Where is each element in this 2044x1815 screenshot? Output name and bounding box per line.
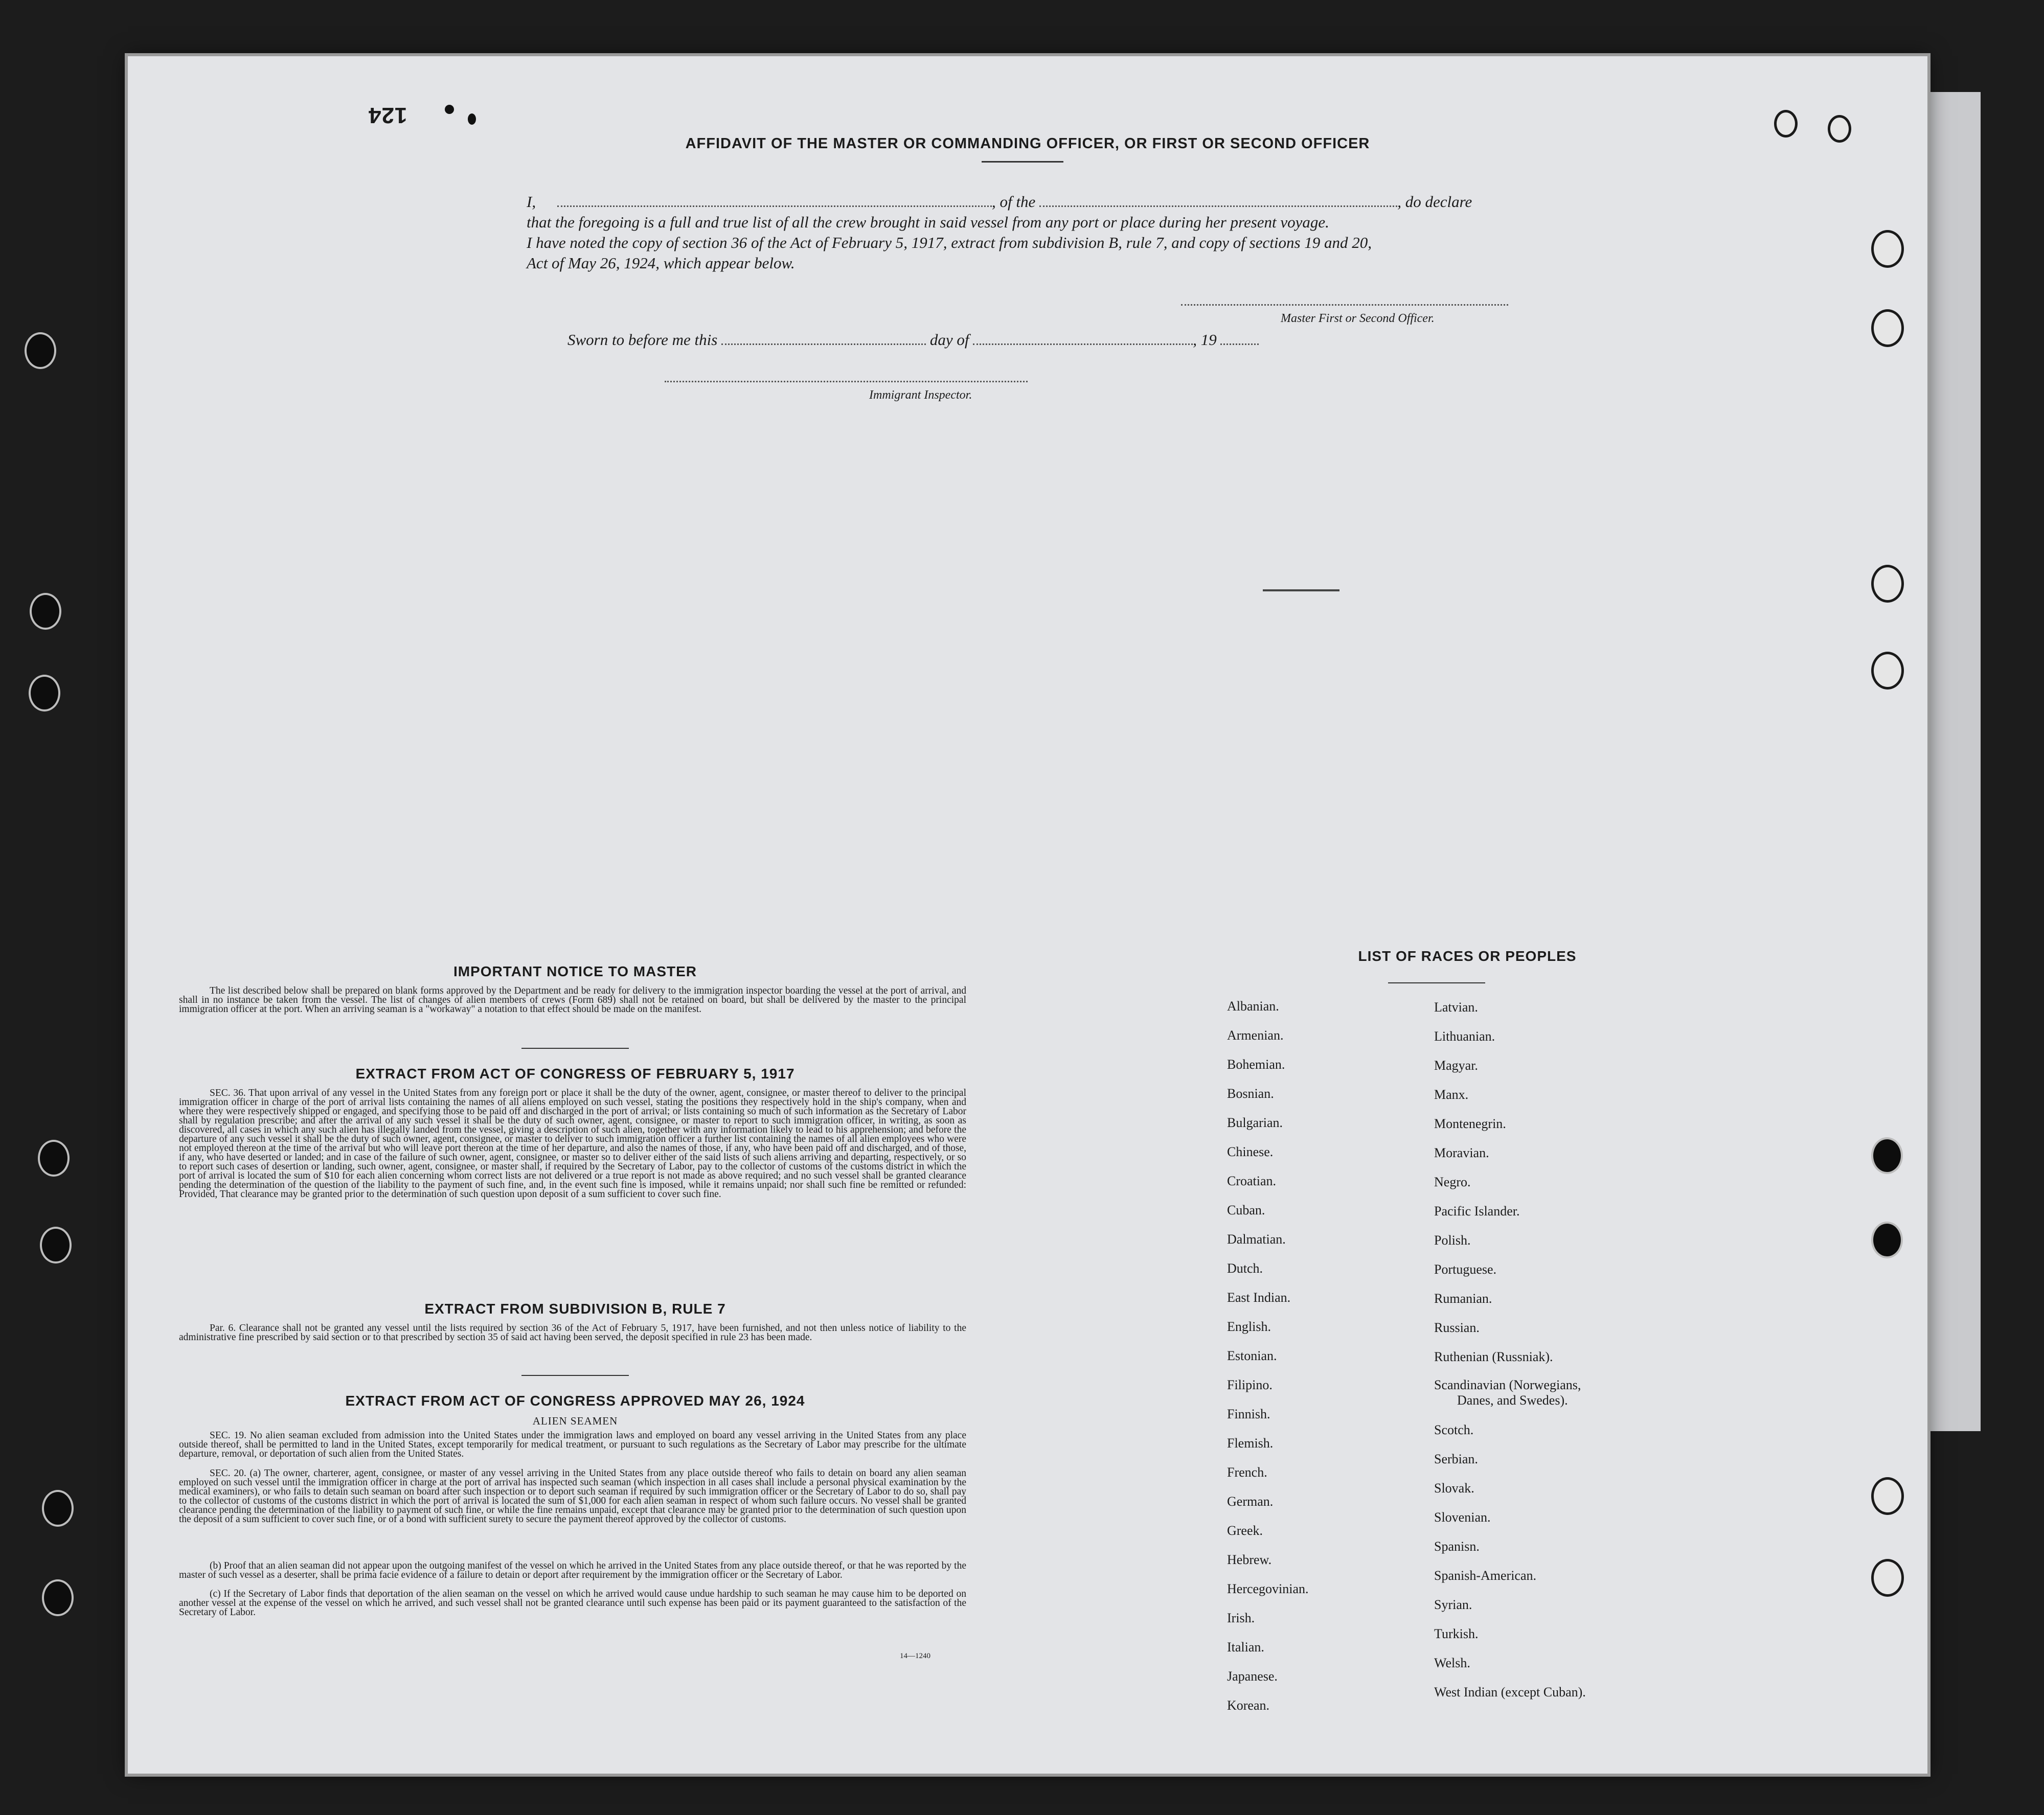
- race-item: Montenegrin.: [1434, 1116, 1506, 1131]
- race-item: Manx.: [1434, 1087, 1469, 1102]
- affidavit-title: AFFIDAVIT OF THE MASTER OR COMMANDING OFFICER, OR FIRST OR SECOND OFFICER: [685, 135, 1370, 152]
- sworn-year-label: , 19: [1193, 331, 1217, 349]
- sec20c-text: (c) If the Secretary of Labor finds that deportation of the alien seaman on the vessel on which he arrived would cause undue hardship to such seaman he may cause him to be deported on another vessel at the expense of the vessel on which he arrived, and such vessel shall not be granted clearance until such expense has been paid or its payment guaranteed to the satisfaction of the Secretary of Labor.: [179, 1589, 966, 1618]
- binder-hole: [1871, 230, 1904, 268]
- binder-hole: [25, 332, 56, 369]
- race-item: Estonian.: [1227, 1348, 1277, 1363]
- rule7-title: EXTRACT FROM SUBDIVISION B, RULE 7: [424, 1301, 726, 1317]
- race-item-multiline: [1434, 1371, 1586, 1415]
- binder-hole: [38, 1140, 70, 1177]
- form-number: 14—1240: [900, 1652, 930, 1660]
- section-rule: [521, 1375, 629, 1376]
- race-item: Dutch.: [1227, 1261, 1263, 1276]
- binder-hole: [42, 1579, 74, 1616]
- ink-blot: [468, 113, 476, 125]
- binder-hole: [1871, 652, 1904, 690]
- affidavit-i: I,: [527, 193, 536, 211]
- race-item: Lithuanian.: [1434, 1029, 1495, 1044]
- binder-hole: [1871, 1559, 1904, 1597]
- sworn-month-field[interactable]: [973, 330, 1193, 345]
- race-item: Japanese.: [1227, 1669, 1278, 1684]
- binder-hole: [1871, 1477, 1904, 1515]
- race-item: Rumanian.: [1434, 1291, 1492, 1306]
- race-item: Magyar.: [1434, 1058, 1478, 1073]
- race-item: Portuguese.: [1434, 1262, 1497, 1277]
- rule7-text: Par. 6. Clearance shall not be granted any vessel until the lists required by section 36 of the Act of February 5, 1917, have been furnished, and not then unless notice of liability to the administrative fine prescribed by said section or to that prescribed by section 35 of said act having been served, the deposit specified in rule 23 has been made.: [179, 1323, 966, 1343]
- race-item: Russian.: [1434, 1320, 1480, 1335]
- extract-1917-title: EXTRACT FROM ACT OF CONGRESS OF FEBRUARY 5, 1917: [355, 1066, 795, 1082]
- sec20b-text: (b) Proof that an alien seaman did not appear upon the outgoing manifest of the vessel on which he arrived in the United States from any place outside thereof, or that he was reported by the master of such vessel as a deserter, shall be prima facie evidence of a failure to detain or deport after requirement by the immigration officer or the Secretary of Labor.: [179, 1560, 966, 1580]
- affidavit-declare: , do declare: [1397, 193, 1472, 211]
- binder-hole: [1871, 1137, 1903, 1174]
- race-item: Albanian.: [1227, 999, 1279, 1014]
- binder-hole: [1871, 1222, 1903, 1258]
- race-item: Filipino.: [1227, 1377, 1273, 1392]
- section-rule: [521, 1048, 629, 1049]
- race-item: Cuban.: [1227, 1203, 1265, 1217]
- inspector-caption: Immigrant Inspector.: [869, 388, 972, 402]
- master-caption: Master First or Second Officer.: [1281, 312, 1435, 325]
- sworn-year-field[interactable]: [1220, 330, 1259, 345]
- race-item: Spanisn.: [1434, 1539, 1480, 1554]
- title-rule: [982, 161, 1063, 163]
- race-item: German.: [1227, 1494, 1274, 1509]
- race-item: French.: [1227, 1465, 1267, 1480]
- binder-hole: [1828, 115, 1851, 143]
- race-item: Spanish-American.: [1434, 1568, 1537, 1583]
- affidavit-of-the: , of the: [992, 193, 1036, 211]
- race-item: Welsh.: [1434, 1656, 1470, 1670]
- race-item: Hercegovinian.: [1227, 1581, 1309, 1596]
- races-title-rule: [1388, 982, 1485, 983]
- binder-hole: [30, 593, 61, 630]
- notice-text: The list described below shall be prepared on blank forms approved by the Department and be ready for delivery to the immigration inspector boarding the vessel at the port of arrival, and shall in no instance be taken from the vessel. The list of changes of alien members of crews (Form 689) shall not be retained on board, but shall be delivered by the master to the principal immigration officer at the port. When an arriving seaman is a "workaway" a notation to that effect should be made on the manifest.: [179, 985, 966, 1015]
- scan-background-edge: [1927, 92, 1981, 1431]
- race-item: Korean.: [1227, 1698, 1270, 1713]
- race-item: Latvian.: [1434, 1000, 1478, 1015]
- race-item: Turkish.: [1434, 1626, 1479, 1641]
- master-signature-field[interactable]: [1181, 304, 1508, 306]
- race-item: Syrian.: [1434, 1597, 1472, 1612]
- alien-seamen-subtitle: ALIEN SEAMEN: [532, 1415, 618, 1427]
- race-item: Slovak.: [1434, 1481, 1474, 1496]
- affidavit-line-2: that the foregoing is a full and true list of all the crew brought in said vessel from any port or place during her present voyage.: [527, 213, 1329, 231]
- binder-hole: [42, 1490, 74, 1527]
- sworn-day-field[interactable]: [721, 330, 926, 345]
- sworn-prefix: Sworn to before me this: [567, 331, 718, 349]
- race-item: Chinese.: [1227, 1144, 1274, 1159]
- sec20a-text: SEC. 20. (a) The owner, charterer, agent, consignee, or master of any vessel arriving in the United States from any place outside thereof who fails to detain on board any alien seaman employed on such vessel until the immigration officer in charge at the port of arrival has inspected such seaman (which inspection in all cases shall include a personal physical examination by the medical examiners), or who fails to detain such seaman on board after such inspection or to deport such seaman if required by such immigration officer or the Secretary of Labor to do so, shall pay to the collector of customs of the customs district in which the port of arrival is located the sum of $1,000 for each alien seaman in respect of whom such failure occurs. No vessel shall be granted clearance pending the determination of the liability to payment of such fine, or while the fine remains unpaid, except that clearance may be granted prior to the determination of such question upon the deposit of a sum sufficient to cover such fine, or of a bond with sufficient surety to secure the payment thereof approved by the collector of customs.: [179, 1468, 966, 1525]
- ink-blot: [445, 105, 454, 114]
- form-page: [128, 56, 1927, 1774]
- race-item: East Indian.: [1227, 1290, 1291, 1305]
- race-item: Negro.: [1434, 1175, 1471, 1189]
- race-item: Bulgarian.: [1227, 1115, 1283, 1130]
- binder-hole: [1871, 565, 1904, 603]
- race-item: Pacific Islander.: [1434, 1204, 1520, 1219]
- affidavit-line-1: [527, 192, 1559, 212]
- race-item: Serbian.: [1434, 1452, 1478, 1466]
- race-item: Greek.: [1227, 1523, 1263, 1538]
- race-item: Slovenian.: [1434, 1510, 1491, 1525]
- vessel-field[interactable]: [1039, 192, 1397, 207]
- notice-title: IMPORTANT NOTICE TO MASTER: [453, 963, 697, 979]
- race-item: Flemish.: [1227, 1436, 1274, 1451]
- race-item: Croatian.: [1227, 1174, 1277, 1188]
- race-item: Irish.: [1227, 1611, 1255, 1625]
- affidavit-line-4: Act of May 26, 1924, which appear below.: [527, 254, 795, 272]
- sworn-day-label: day of: [929, 331, 969, 349]
- race-item-line: Danes, and Swedes).: [1457, 1393, 1568, 1408]
- races-left-column: [1227, 992, 1309, 1720]
- binder-hole: [1774, 110, 1798, 137]
- race-item: Moravian.: [1434, 1145, 1489, 1160]
- binder-hole: [29, 675, 60, 711]
- race-item: Ruthenian (Russniak).: [1434, 1349, 1553, 1364]
- extract-1924-title: EXTRACT FROM ACT OF CONGRESS APPROVED MAY 26, 1924: [345, 1393, 805, 1409]
- binder-hole: [1871, 309, 1904, 347]
- race-item: Scotch.: [1434, 1422, 1474, 1437]
- extract-1917-text: SEC. 36. That upon arrival of any vessel in the United States from any foreign port or place it shall be the duty of the owner, agent, consignee, or master thereof to deliver to the principal immigration officer in charge of the port of arrival lists containing the names of all aliens employed on such vessel, stating the positions they respectively hold in the ship's company, when and where they were respectively shipped or engaged, and specifying those to be paid off and discharged in the port of arrival; or lists containing so much of such information as the Secretary of Labor shall by regulation prescribe; and after the arrival of any such vessel it shall be the duty of such owner, agent, consignee, or master to report to such immigration officer, in writing, as soon as discovered, all cases in which any such alien has illegally landed from the vessel, giving a description of such alien, together with any information likely to lead to his apprehension; and before the departure of any such vessel it shall be the duty of such owner, agent, consignee, or master to deliver to such immigration officer a further list containing the names of all alien employees who were not employed thereon at the time of the arrival but who will leave port thereon at the time of her departure, and also the names of those, if any, who have been paid off and discharged, and of those, if any, who have deserted or landed; and in case of the failure of such owner, agent, consignee, or master so to deliver either of the said lists of such aliens arriving and departing, respectively, or so to report such cases of desertion or landing, such owner, agent, consignee, or master shall, if required by the Secretary of Labor, pay to the collector of customs of the customs district in which the port of arrival is located the sum of $10 for each alien concerning whom correct lists are not delivered or a true report is not made as above required; and no such vessel shall be granted clearance pending the determination of the question of the liability to the payment of such fine, and, in the event such fine is imposed, while it remains unpaid; nor shall such fine be remitted or refunded: Provided, That clearance may be granted prior to the determination of such question upon deposit of a sum sufficient to cover such fine.: [179, 1088, 966, 1200]
- race-item: Armenian.: [1227, 1028, 1284, 1043]
- race-item: English.: [1227, 1319, 1271, 1334]
- faint-mark: [1263, 589, 1339, 591]
- race-item: Italian.: [1227, 1640, 1264, 1655]
- race-item: Finnish.: [1227, 1407, 1270, 1421]
- race-item: Bohemian.: [1227, 1057, 1285, 1072]
- race-item: Polish.: [1434, 1233, 1471, 1248]
- race-item: Hebrew.: [1227, 1552, 1272, 1567]
- race-item: Dalmatian.: [1227, 1232, 1286, 1247]
- binder-hole: [40, 1227, 72, 1263]
- races-title: LIST OF RACES OR PEOPLES: [1358, 948, 1577, 964]
- race-item: Bosnian.: [1227, 1086, 1274, 1101]
- stamp-number: 124: [368, 103, 407, 128]
- race-item-line: Scandinavian (Norwegians,: [1434, 1377, 1581, 1392]
- races-right-column: [1434, 993, 1586, 1707]
- name-field[interactable]: [557, 192, 992, 207]
- inspector-signature-field[interactable]: [665, 381, 1028, 382]
- sec19-text: SEC. 19. No alien seaman excluded from admission into the United States under the immigration laws and employed on board any vessel arriving in the United States from any place outside thereof, shall be permitted to land in the United States, except temporarily for medical treatment, or pursuant to such regulations as the Secretary of Labor may prescribe for the ultimate departure, removal, or deportation of such alien from the United States.: [179, 1430, 966, 1459]
- affidavit-line-3: I have noted the copy of section 36 of the Act of February 5, 1917, extract from subdivision B, rule 7, and copy of sections 19 and 20,: [527, 234, 1372, 251]
- race-item: West Indian (except Cuban).: [1434, 1685, 1586, 1699]
- sworn-line: [567, 330, 1259, 350]
